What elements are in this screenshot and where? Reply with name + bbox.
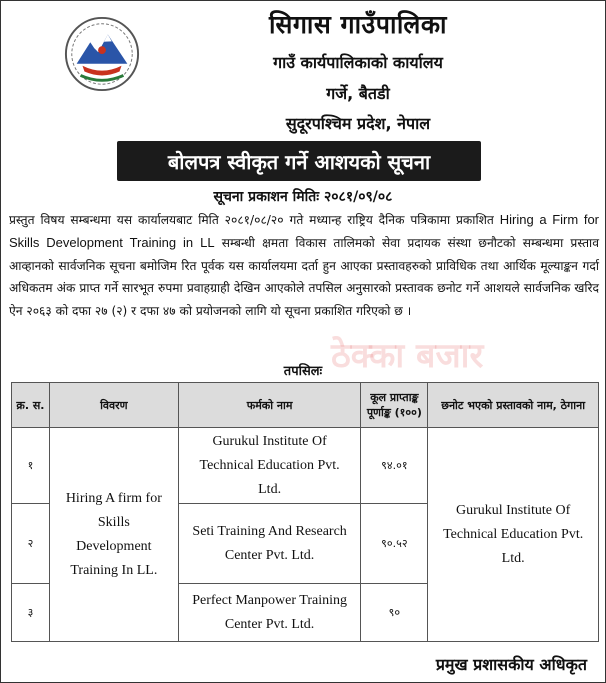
table-header-row [12,383,599,428]
row-score: ९०.५२ [361,504,428,584]
watermark: ठेक्का बजार [331,336,484,376]
notice-body [9,209,599,323]
row-score: ९० [361,584,428,642]
body-part-2: सम्बन्धी क्षमता विकास तालिमको सेवा प्रदायक संस्था छनौटको सम्बन्धमा प्रस्ताव आव्हानको सार्वजनिक सूचना बमोजिम रित पूर्वक यस कार्यालयमा दर्ता हुन आएका प्रस्तावहरुको प्राविधिक तथा आर्थिक मूल्याङ्कन गर्दा अधिकतम अंक प्राप्त गर्ने सारभूत रुपमा प्रवाहग्राही देखिन आएकोले तपसिल अनुसारको प्रस्तावक छनोट गर्ने आशयले सार्वजनिक खरिद ऐन २०६३ को दफा २७ (२) र दफा ४७ को प्रयोजनको लागि यो सूचना प्रकाशित गरिएको छ । [9,235,599,319]
selected-proposer: Gurukul Institute Of Technical Education Pvt. Ltd. [428,428,599,642]
office-location: गर्जे, बैतडी [326,84,390,103]
header-selected: छनोट भएको प्रस्तावको नाम, ठेगाना [428,383,599,428]
publication-date: सूचना प्रकाशन मितिः २०८१/०९/०८ [213,189,393,205]
header-sn: क्र. स. [12,383,50,428]
header-description: विवरण [49,383,178,428]
notice-title: बोलपत्र स्वीकृत गर्ने आशयको सूचना [117,141,481,181]
table-caption: तपसिलः [283,364,323,379]
header-score: कूल प्राप्ताङ्क पूर्णाङ्क (१००) [361,383,428,428]
office-name: सिगास गाउँपालिका [268,10,448,39]
row-sn: १ [12,428,50,504]
row-firm: Perfect Manpower Training Center Pvt. Ltd. [178,584,361,642]
row-score: ९४.०१ [361,428,428,504]
row-firm: Gurukul Institute Of Technical Education Pvt. Ltd. [178,428,361,504]
body-part-1: प्रस्तुत विषय सम्बन्धमा यस कार्यालयबाट मिति २०८१/०८/२० गते मध्यान्ह राष्ट्रिय दैनिक पत्रिकामा प्रकाशित [9,213,500,227]
office-province: सुदूरपश्चिम प्रदेश, नेपाल [285,114,431,133]
row-description: Hiring A firm for Skills Development Training In LL. [49,428,178,642]
office-subtitle: गाउँ कार्यपालिकाको कार्यालय [273,53,443,72]
row-sn: ३ [12,584,50,642]
table-row [12,428,599,504]
results-table [11,382,599,642]
header-firm: फर्मको नाम [178,383,361,428]
signature-title: प्रमुख प्रशासकीय अधिकृत [435,655,587,674]
nepal-emblem-icon [63,15,141,93]
row-firm: Seti Training And Research Center Pvt. Ltd. [178,504,361,584]
row-sn: २ [12,504,50,584]
body-english-title: Hiring a Firm for Skills Development Training in LL [9,212,600,250]
